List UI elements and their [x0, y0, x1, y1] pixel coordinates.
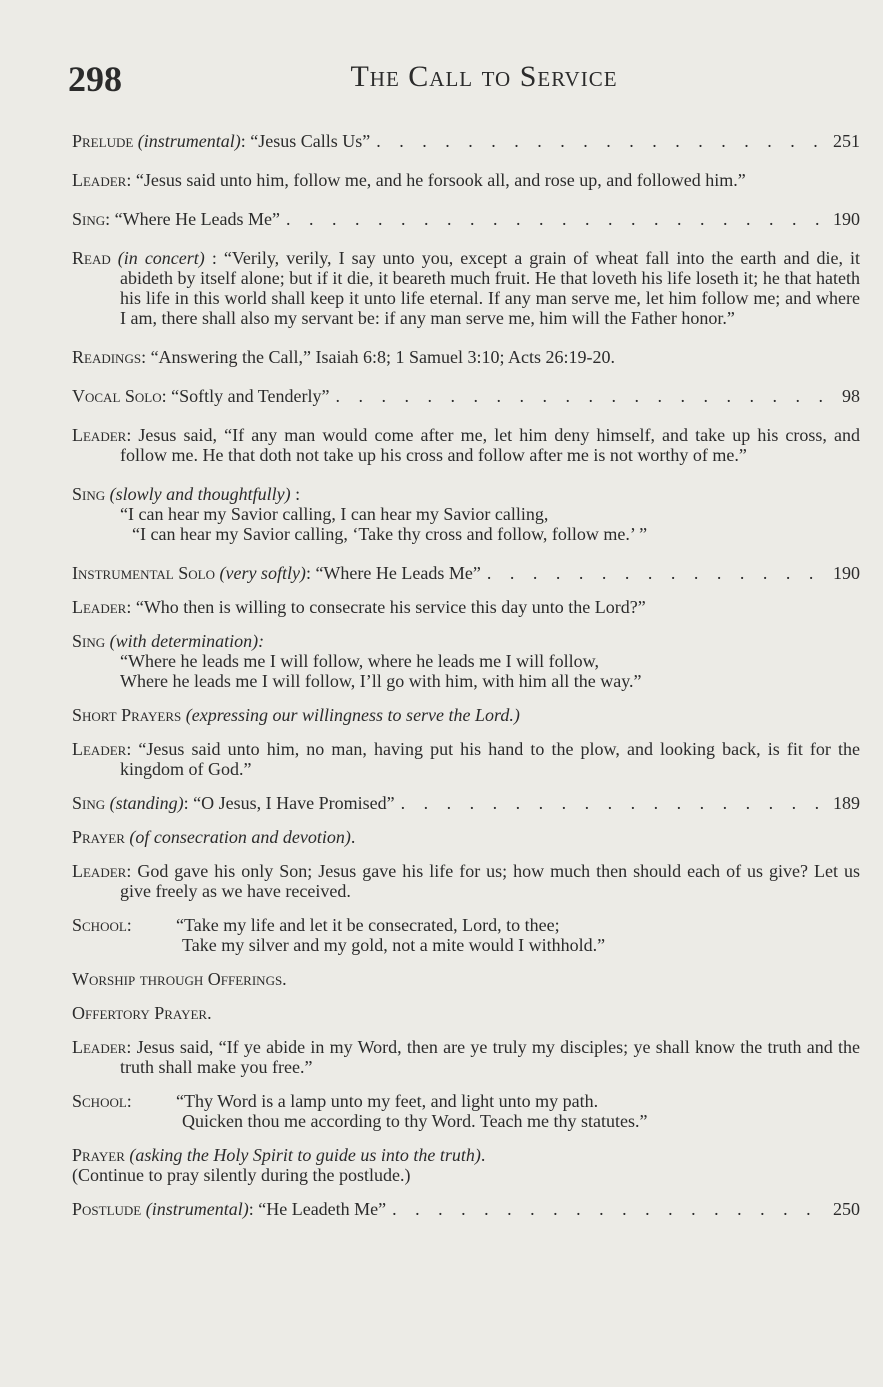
- page-number: 298: [68, 59, 122, 99]
- prayer-instruction: (Continue to pray silently during the postlude.): [72, 1165, 411, 1185]
- entry-label: Sing: [72, 631, 106, 651]
- entry-suffix: :: [258, 631, 265, 651]
- short-prayers-entry: [72, 705, 860, 725]
- entry-note: (with determination): [109, 631, 259, 651]
- entry-text: : “He Leadeth Me”: [248, 1199, 387, 1219]
- dot-leader: [286, 209, 827, 229]
- readings-entry: [72, 347, 860, 367]
- entry-text: : “Softly and Tenderly”: [161, 386, 330, 406]
- leader-entry: [72, 861, 860, 901]
- entry-label: Leader: [72, 861, 127, 881]
- entry-label: Read: [72, 248, 111, 268]
- entry-label: Sing: [72, 209, 106, 229]
- entry-label: Leader: [72, 1037, 127, 1057]
- entry-label: Leader: [72, 739, 127, 759]
- entry-text: : “Jesus Calls Us”: [240, 131, 371, 151]
- entry-label: Prayer: [72, 1145, 125, 1165]
- response-line: Quicken thou me according to thy Word. Teach me thy statutes.”: [182, 1111, 648, 1131]
- entry-label: Postlude: [72, 1199, 142, 1219]
- entry-label: Offertory Prayer.: [72, 1003, 212, 1023]
- entry-text: : “Verily, verily, I say unto you, except a grain of wheat fall into the earth and die, it abideth by itself alone; but if it die, it beareth much fruit. He that loveth his life loseth it; he that hateth his life in this world shall keep it unto life eternal. If any man serve me, let him follow me; and where I am, there shall also my servant be: if any man serve me, him will the Father honor.”: [120, 248, 861, 328]
- entry-label: Worship through Offerings.: [72, 969, 287, 989]
- entry-label: Sing: [72, 793, 106, 813]
- lyric-line: “Where he leads me I will follow, where he leads me I will follow,: [120, 651, 599, 671]
- hymn-number: 190: [833, 209, 860, 229]
- entry-label: Leader: [72, 597, 127, 617]
- hymn-number: 98: [842, 386, 860, 406]
- entry-label: Readings: [72, 347, 142, 367]
- entry-text: : “Who then is willing to consecrate his service this day unto the Lord?”: [126, 597, 646, 617]
- entry-text: : Jesus said, “If ye abide in my Word, then are ye truly my disciples; ye shall know the truth and the truth shall make you free.”: [120, 1037, 860, 1077]
- entry-label: School: [72, 1091, 127, 1111]
- sing-entry: [72, 209, 860, 229]
- leader-entry: [72, 739, 860, 779]
- lyric-line: “I can hear my Savior calling, I can hear my Savior calling,: [120, 504, 549, 524]
- hymn-number: 189: [833, 793, 860, 813]
- lyric-line: “I can hear my Savior calling, ‘Take thy cross and follow, follow me.’ ”: [132, 524, 648, 544]
- entry-note: (asking the Holy Spirit to guide us into the truth): [129, 1145, 481, 1165]
- order-of-service: [72, 131, 860, 1233]
- entry-note: (standing): [109, 793, 184, 813]
- vocal-solo-entry: [72, 386, 860, 406]
- sing-entry: [72, 631, 860, 691]
- entry-suffix: .: [350, 827, 356, 847]
- entry-suffix: .: [480, 1145, 486, 1165]
- entry-label: Short Prayers: [72, 705, 182, 725]
- hymn-number: 250: [833, 1199, 860, 1219]
- school-response-entry: [72, 915, 860, 955]
- leader-entry: [72, 1037, 860, 1077]
- entry-note: (instrumental): [137, 131, 241, 151]
- entry-label: Prayer: [72, 827, 125, 847]
- entry-label: School: [72, 915, 127, 935]
- entry-text: : “Jesus said unto him, follow me, and he forsook all, and rose up, and followed him.”: [126, 170, 746, 190]
- entry-text: : “Where He Leads Me”: [105, 209, 281, 229]
- entry-text: : “O Jesus, I Have Promised”: [183, 793, 395, 813]
- entry-suffix: :: [290, 484, 301, 504]
- entry-text: : Jesus said, “If any man would come after me, let him deny himself, and take up his cross, and follow me. He that doth not take up his cross and follow after me is not worthy of me.”: [120, 425, 860, 465]
- hymn-number: 251: [833, 131, 860, 151]
- dot-leader: [336, 386, 837, 406]
- entry-note: (of consecration and devotion): [129, 827, 351, 847]
- response-line: Take my silver and my gold, not a mite would I withhold.”: [182, 935, 606, 955]
- prelude-entry: [72, 131, 860, 151]
- instrumental-solo-entry: [72, 563, 860, 583]
- sing-entry: [72, 793, 860, 813]
- entry-text: : God gave his only Son; Jesus gave his life for us; how much then should each of us give? Let us give freely as we have received.: [120, 861, 860, 901]
- running-title: The Call to Service: [350, 60, 618, 93]
- dot-leader: [487, 563, 827, 583]
- leader-entry: [72, 170, 860, 190]
- response-line: “Take my life and let it be consecrated, Lord, to thee;: [176, 915, 560, 935]
- entry-label: Instrumental Solo: [72, 563, 215, 583]
- entry-text: : “Answering the Call,” Isaiah 6:8; 1 Samuel 3:10; Acts 26:19-20.: [141, 347, 615, 367]
- response-line: “Thy Word is a lamp unto my feet, and light unto my path.: [176, 1091, 599, 1111]
- postlude-entry: [72, 1199, 860, 1219]
- entry-label: Sing: [72, 484, 106, 504]
- entry-suffix: :: [126, 1091, 132, 1111]
- hymn-number: 190: [833, 563, 860, 583]
- entry-note: (expressing our willingness to serve the Lord.): [185, 705, 520, 725]
- leader-entry: [72, 425, 860, 465]
- dot-leader: [401, 793, 827, 813]
- entry-label: Leader: [72, 170, 127, 190]
- entry-note: (instrumental): [145, 1199, 249, 1219]
- page-header: [68, 58, 860, 102]
- school-response-entry: [72, 1091, 860, 1131]
- read-entry: [72, 248, 860, 328]
- entry-label: Prelude: [72, 131, 134, 151]
- entry-suffix: :: [126, 915, 132, 935]
- worship-entry: [72, 969, 860, 989]
- entry-note: (very softly): [219, 563, 306, 583]
- prayer-entry: [72, 827, 860, 847]
- sing-entry: [72, 484, 860, 544]
- entry-label: Vocal Solo: [72, 386, 162, 406]
- dot-leader: [376, 131, 827, 151]
- prayer-entry: [72, 1145, 860, 1185]
- entry-label: Leader: [72, 425, 127, 445]
- lyric-line: Where he leads me I will follow, I’ll go with him, with him all the way.”: [120, 671, 642, 691]
- entry-note: (slowly and thoughtfully): [109, 484, 291, 504]
- entry-note: (in concert): [117, 248, 205, 268]
- entry-text: : “Jesus said unto him, no man, having put his hand to the plow, and looking back, is fit for the kingdom of God.”: [120, 739, 860, 779]
- entry-text: : “Where He Leads Me”: [305, 563, 481, 583]
- dot-leader: [392, 1199, 827, 1219]
- leader-entry: [72, 597, 860, 617]
- offertory-entry: [72, 1003, 860, 1023]
